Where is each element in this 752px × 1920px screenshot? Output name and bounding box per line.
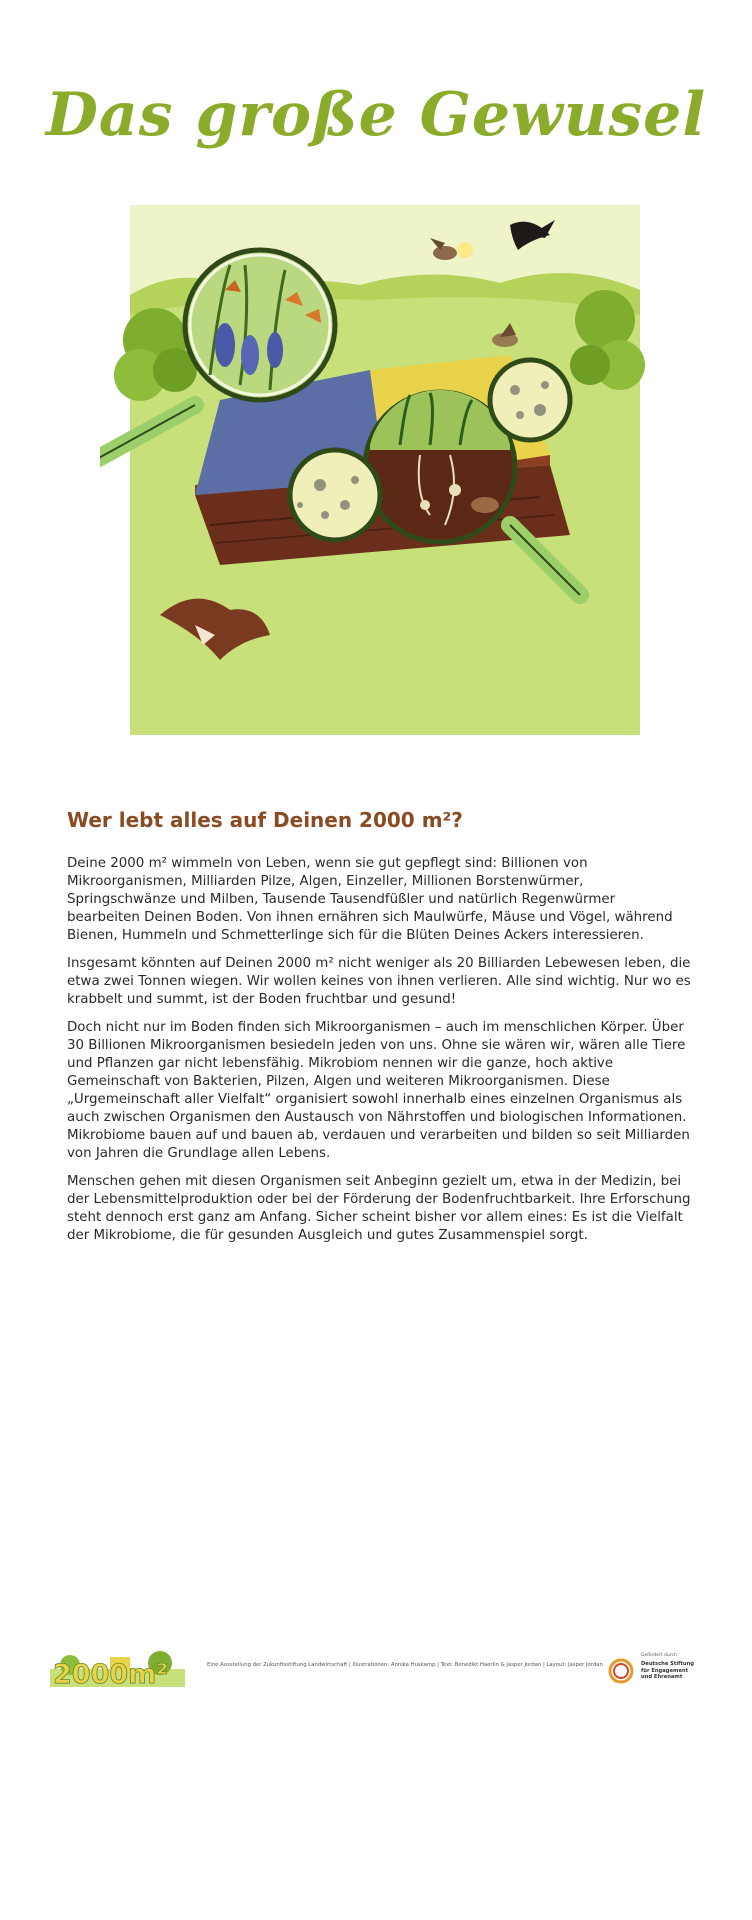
- soil-life-illustration: [100, 205, 645, 745]
- sponsor-name: Deutsche Stiftung für Engagement und Ehrenamt: [641, 1661, 695, 1680]
- credits: Eine Ausstellung der Zukunftsstiftung Landwirtschaft | Illustrationen: Annika Huskamp | Text: Benedikt Haerlin & Jasper Jordan | Layout: Jasper Jordan: [207, 1662, 603, 1668]
- exhibition-logo: [50, 1645, 185, 1689]
- article-paragraph: Deine 2000 m² wimmeln von Leben, wenn sie gut gepflegt sind: Billionen von Mikroorganismen, Milliarden Pilze, Algen, Einzeller, Millionen Borstenwürmer, Springschwänze und Milben, Tausende Tausendfüßler und natürlich Regenwürmer bearbeiten Deinen Boden. Von ihnen ernähren sich Maulwürfe, Mäuse und Vögel, während Bienen, Hummeln und Schmetterlinge sich für die Blüten Deines Ackers interessieren.: [67, 856, 673, 943]
- exhibition-logo-text: 2000m²: [53, 1659, 169, 1689]
- article-subtitle: Wer lebt alles auf Deinen 2000 m²?: [67, 808, 463, 832]
- magnifier-springtails: [290, 450, 380, 540]
- sun: [457, 242, 473, 258]
- article-body: [67, 855, 692, 1255]
- page-title: Das große Gewusel: [45, 80, 707, 150]
- sponsor-ring-icon: [607, 1657, 635, 1685]
- sponsor-label: Gefördert durch: [641, 1653, 677, 1658]
- illustration-svg: [100, 205, 645, 745]
- article-paragraph: Doch nicht nur im Boden finden sich Mikroorganismen – auch im menschlichen Körper. Über 30 Billionen Mikroorganismen besiedeln jeden von uns. Ohne sie wären wir, wären alle Tiere und Pflanzen gar nicht lebensfähig. Mikrobiom nennen wir die ganze, hoch aktive Gemeinschaft von Bakterien, Pilzen, Algen und weiteren Mikroorganismen. Diese „Urgemeinschaft aller Vielfalt“ organisiert sowohl innerhalb eines einzelnen Organismus als auch zwischen Organismen den Austausch von Nährstoffen und biologischen Informationen. Mikrobiome bauen auf und bauen ab, verdauen und verarbeiten und bilden so seit Milliarden von Jahren die Grundlage allen Lebens.: [67, 1020, 690, 1161]
- sponsor-logo: [607, 1651, 702, 1687]
- article-paragraph: Insgesamt könnten auf Deinen 2000 m² nicht weniger als 20 Billiarden Lebewesen leben, die etwa zwei Tonnen wiegen. Wir wollen keines von ihnen verlieren. Alle sind wichtig. Nur wo es krabbelt und summt, ist der Boden fruchtbar und gesund!: [67, 956, 691, 1007]
- footer: [50, 1645, 700, 1695]
- article-paragraph: Menschen gehen mit diesen Organismen seit Anbeginn gezielt um, etwa in der Medizin, bei der Lebensmittelproduktion oder bei der Förderung der Bodenfruchtbarkeit. Ihre Erforschung steht dennoch erst ganz am Anfang. Sicher scheint bisher vor allem eines: Es ist die Vielfalt der Mikrobiome, die für gesunden Ausgleich und gutes Zusammenspiel sorgt.: [67, 1174, 691, 1243]
- magnifier-insects: [490, 360, 570, 440]
